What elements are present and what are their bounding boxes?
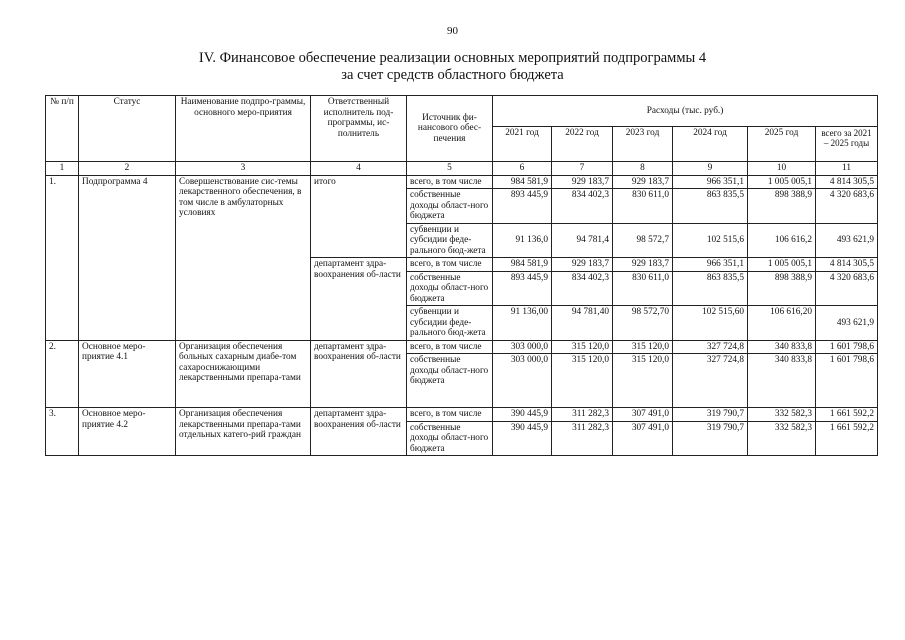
col-number: 10 <box>748 162 816 176</box>
value-2025: 106 616,20 <box>748 306 816 341</box>
value-2024: 966 351,1 <box>673 175 748 189</box>
row-name: Совершенствование сис-темы лекарственного обеспечения, в том числе в амбулаторных условиях <box>176 175 311 340</box>
row-executor: департамент здра-воохранения об-ласти <box>311 258 407 341</box>
value-2022: 929 183,7 <box>552 258 613 272</box>
value-2023: 98 572,7 <box>613 223 673 258</box>
col-number: 3 <box>176 162 311 176</box>
header-num: № п/п <box>46 96 79 162</box>
value-total: 1 661 592,2 <box>816 408 878 422</box>
value-2023: 830 611,0 <box>613 189 673 224</box>
header-executor: Ответственный исполнитель под-программы, ис-полнитель <box>311 96 407 162</box>
row-source: всего, в том числе <box>407 258 493 272</box>
page-number: 90 <box>447 25 458 37</box>
value-total: 1 601 798,6 <box>816 354 878 408</box>
row-status: Основное меро-приятие 4.1 <box>79 340 176 408</box>
value-2022: 94 781,4 <box>552 223 613 258</box>
col-number: 5 <box>407 162 493 176</box>
value-2023: 315 120,0 <box>613 340 673 354</box>
row-source: всего, в том числе <box>407 175 493 189</box>
value-2024: 327 724,8 <box>673 340 748 354</box>
table-row <box>46 175 878 189</box>
col-number: 11 <box>816 162 878 176</box>
value-2023: 315 120,0 <box>613 354 673 408</box>
value-2025: 898 388,9 <box>748 271 816 306</box>
value-2024: 102 515,60 <box>673 306 748 341</box>
row-name: Организация обеспечения лекарственными препара-тами отдельных катего-рий граждан <box>176 408 311 456</box>
value-total: 4 320 683,6 <box>816 189 878 224</box>
row-number: 2. <box>46 340 79 408</box>
row-source: собственные доходы област-ного бюджета <box>407 189 493 224</box>
value-2022: 315 120,0 <box>552 354 613 408</box>
value-total: 493 621,9 <box>816 223 878 258</box>
table-row <box>46 408 878 422</box>
value-2024: 102 515,6 <box>673 223 748 258</box>
row-source: собственные доходы област-ного бюджета <box>407 271 493 306</box>
value-2023: 307 491,0 <box>613 408 673 422</box>
value-2021: 303 000,0 <box>493 354 552 408</box>
value-2022: 834 402,3 <box>552 189 613 224</box>
value-2022: 834 402,3 <box>552 271 613 306</box>
header-row <box>46 96 878 127</box>
value-total: 4 814 305,5 <box>816 258 878 272</box>
header-expenses: Расходы (тыс. руб.) <box>493 96 878 127</box>
row-source: собственные доходы област-ного бюджета <box>407 421 493 456</box>
value-2025: 106 616,2 <box>748 223 816 258</box>
value-2024: 327 724,8 <box>673 354 748 408</box>
value-2024: 863 835,5 <box>673 271 748 306</box>
value-2024: 319 790,7 <box>673 408 748 422</box>
value-total: 1 601 798,6 <box>816 340 878 354</box>
page-title <box>0 50 905 84</box>
title-line-2: за счет средств областного бюджета <box>341 67 564 83</box>
row-executor: итого <box>311 175 407 258</box>
col-number: 6 <box>493 162 552 176</box>
row-executor: департамент здра-воохранения об-ласти <box>311 408 407 456</box>
value-2022: 94 781,40 <box>552 306 613 341</box>
value-2023: 830 611,0 <box>613 271 673 306</box>
row-status: Основное меро-приятие 4.2 <box>79 408 176 456</box>
row-source: всего, в том числе <box>407 340 493 354</box>
value-2025: 340 833,8 <box>748 340 816 354</box>
row-source: всего, в том числе <box>407 408 493 422</box>
value-2021: 984 581,9 <box>493 258 552 272</box>
value-2021: 893 445,9 <box>493 189 552 224</box>
row-source: собственные доходы област-ного бюджета <box>407 354 493 408</box>
value-2025: 340 833,8 <box>748 354 816 408</box>
value-2025: 898 388,9 <box>748 189 816 224</box>
value-2025: 332 582,3 <box>748 421 816 456</box>
col-number: 9 <box>673 162 748 176</box>
value-total: 4 814 305,5 <box>816 175 878 189</box>
value-2021: 91 136,0 <box>493 223 552 258</box>
value-2021: 390 445,9 <box>493 408 552 422</box>
value-2021: 984 581,9 <box>493 175 552 189</box>
value-2022: 315 120,0 <box>552 340 613 354</box>
row-number: 3. <box>46 408 79 456</box>
financing-table <box>45 95 878 456</box>
col-number: 8 <box>613 162 673 176</box>
value-2025: 1 005 005,1 <box>748 258 816 272</box>
header-year-2021: 2021 год <box>493 127 552 162</box>
col-number: 4 <box>311 162 407 176</box>
value-2023: 929 183,7 <box>613 258 673 272</box>
value-2023: 98 572,70 <box>613 306 673 341</box>
value-2025: 332 582,3 <box>748 408 816 422</box>
value-2021: 303 000,0 <box>493 340 552 354</box>
col-number: 7 <box>552 162 613 176</box>
row-source: субвенции и субсидии феде-рального бюд-жета <box>407 223 493 258</box>
row-name: Организация обеспечения больных сахарным диабе-том сахароснижающими лекарственными препара-тами <box>176 340 311 408</box>
row-executor: департамент здра-воохранения об-ласти <box>311 340 407 408</box>
col-number: 1 <box>46 162 79 176</box>
header-year-total: всего за 2021 – 2025 годы <box>816 127 878 162</box>
title-line-1: IV. Финансовое обеспечение реализации основных мероприятий подпрограммы 4 <box>198 50 707 66</box>
table-row <box>46 340 878 354</box>
value-total: 493 621,9 <box>816 306 878 341</box>
value-2021: 390 445,9 <box>493 421 552 456</box>
value-2024: 966 351,1 <box>673 258 748 272</box>
value-2023: 929 183,7 <box>613 175 673 189</box>
header-year-2023: 2023 год <box>613 127 673 162</box>
value-2024: 319 790,7 <box>673 421 748 456</box>
row-source: субвенции и субсидии феде-рального бюд-жета <box>407 306 493 341</box>
header-year-2022: 2022 год <box>552 127 613 162</box>
header-name: Наименование подпро-граммы, основного меро-приятия <box>176 96 311 162</box>
value-total: 4 320 683,6 <box>816 271 878 306</box>
value-2024: 863 835,5 <box>673 189 748 224</box>
header-year-2024: 2024 год <box>673 127 748 162</box>
value-2023: 307 491,0 <box>613 421 673 456</box>
value-2022: 311 282,3 <box>552 421 613 456</box>
header-status: Статус <box>79 96 176 162</box>
value-2022: 929 183,7 <box>552 175 613 189</box>
value-2022: 311 282,3 <box>552 408 613 422</box>
value-2021: 91 136,00 <box>493 306 552 341</box>
row-number: 1. <box>46 175 79 340</box>
header-year-2025: 2025 год <box>748 127 816 162</box>
col-number: 2 <box>79 162 176 176</box>
value-2025: 1 005 005,1 <box>748 175 816 189</box>
column-numbers-row <box>46 162 878 176</box>
value-2021: 893 445,9 <box>493 271 552 306</box>
row-status: Подпрограмма 4 <box>79 175 176 340</box>
value-total: 1 661 592,2 <box>816 421 878 456</box>
header-source: Источник фи-нансового обес-печения <box>407 96 493 162</box>
